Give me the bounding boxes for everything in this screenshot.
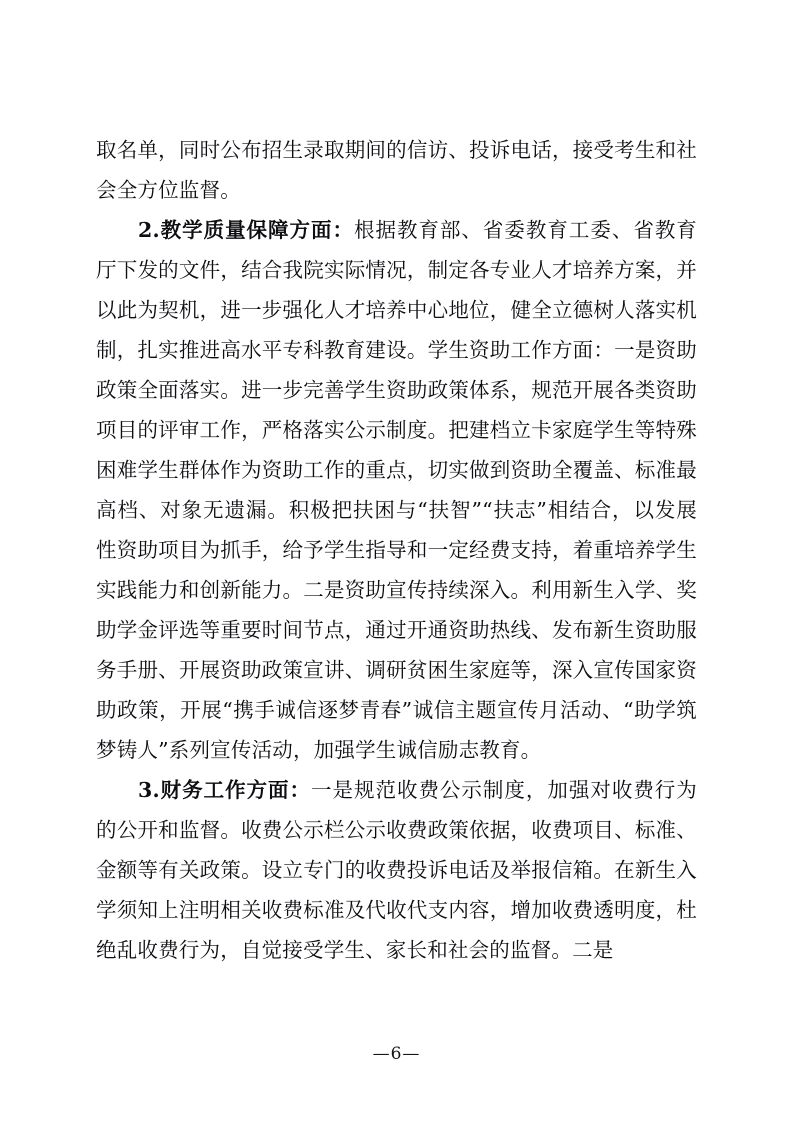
paragraph-finance-lead: 3.财务工作方面：: [138, 778, 312, 802]
paragraph-continued-text: 取名单，同时公布招生录取期间的信访、投诉电话，接受考生和社会全方位监督。: [96, 138, 697, 202]
paragraph-continued: [96, 130, 697, 210]
document-body: [96, 130, 697, 970]
page-number: —6—: [372, 1044, 421, 1064]
paragraph-teaching-quality-lead: 2.教学质量保障方面：: [138, 218, 354, 242]
paragraph-finance: [96, 770, 697, 970]
paragraph-teaching-quality-text: 根据教育部、省委教育工委、省教育厅下发的文件，结合我院实际情况，制定各专业人才培养方案，并以此为契机，进一步强化人才培养中心地位，健全立德树人落实机制，扎实推进高水平专科教育建设。学生资助工作方面：一是资助政策全面落实。进一步完善学生资助政策体系，规范开展各类资助项目的评审工作，严格落实公示制度。把建档立卡家庭学生等特殊困难学生群体作为资助工作的重点，切实做到资助全覆盖、标准最高档、对象无遗漏。积极把扶困与“扶智”“扶志”相结合，以发展性资助项目为抓手，给予学生指导和一定经费支持，着重培养学生实践能力和创新能力。二是资助宣传持续深入。利用新生入学、奖助学金评选等重要时间节点，通过开通资助热线、发布新生资助服务手册、开展资助政策宣讲、调研贫困生家庭等，深入宣传国家资助政策，开展“携手诚信逐梦青春”诚信主题宣传月活动、“助学筑梦铸人”系列宣传活动，加强学生诚信励志教育。: [96, 218, 698, 762]
paragraph-finance-text: 一是规范收费公示制度，加强对收费行为的公开和监督。收费公示栏公示收费政策依据，收费项目、标准、金额等有关政策。设立专门的收费投诉电话及举报信箱。在新生入学须知上注明相关收费标准及代收代支内容，增加收费透明度，杜绝乱收费行为，自觉接受学生、家长和社会的监督。二是: [96, 778, 697, 962]
paragraph-teaching-quality: [96, 210, 697, 770]
